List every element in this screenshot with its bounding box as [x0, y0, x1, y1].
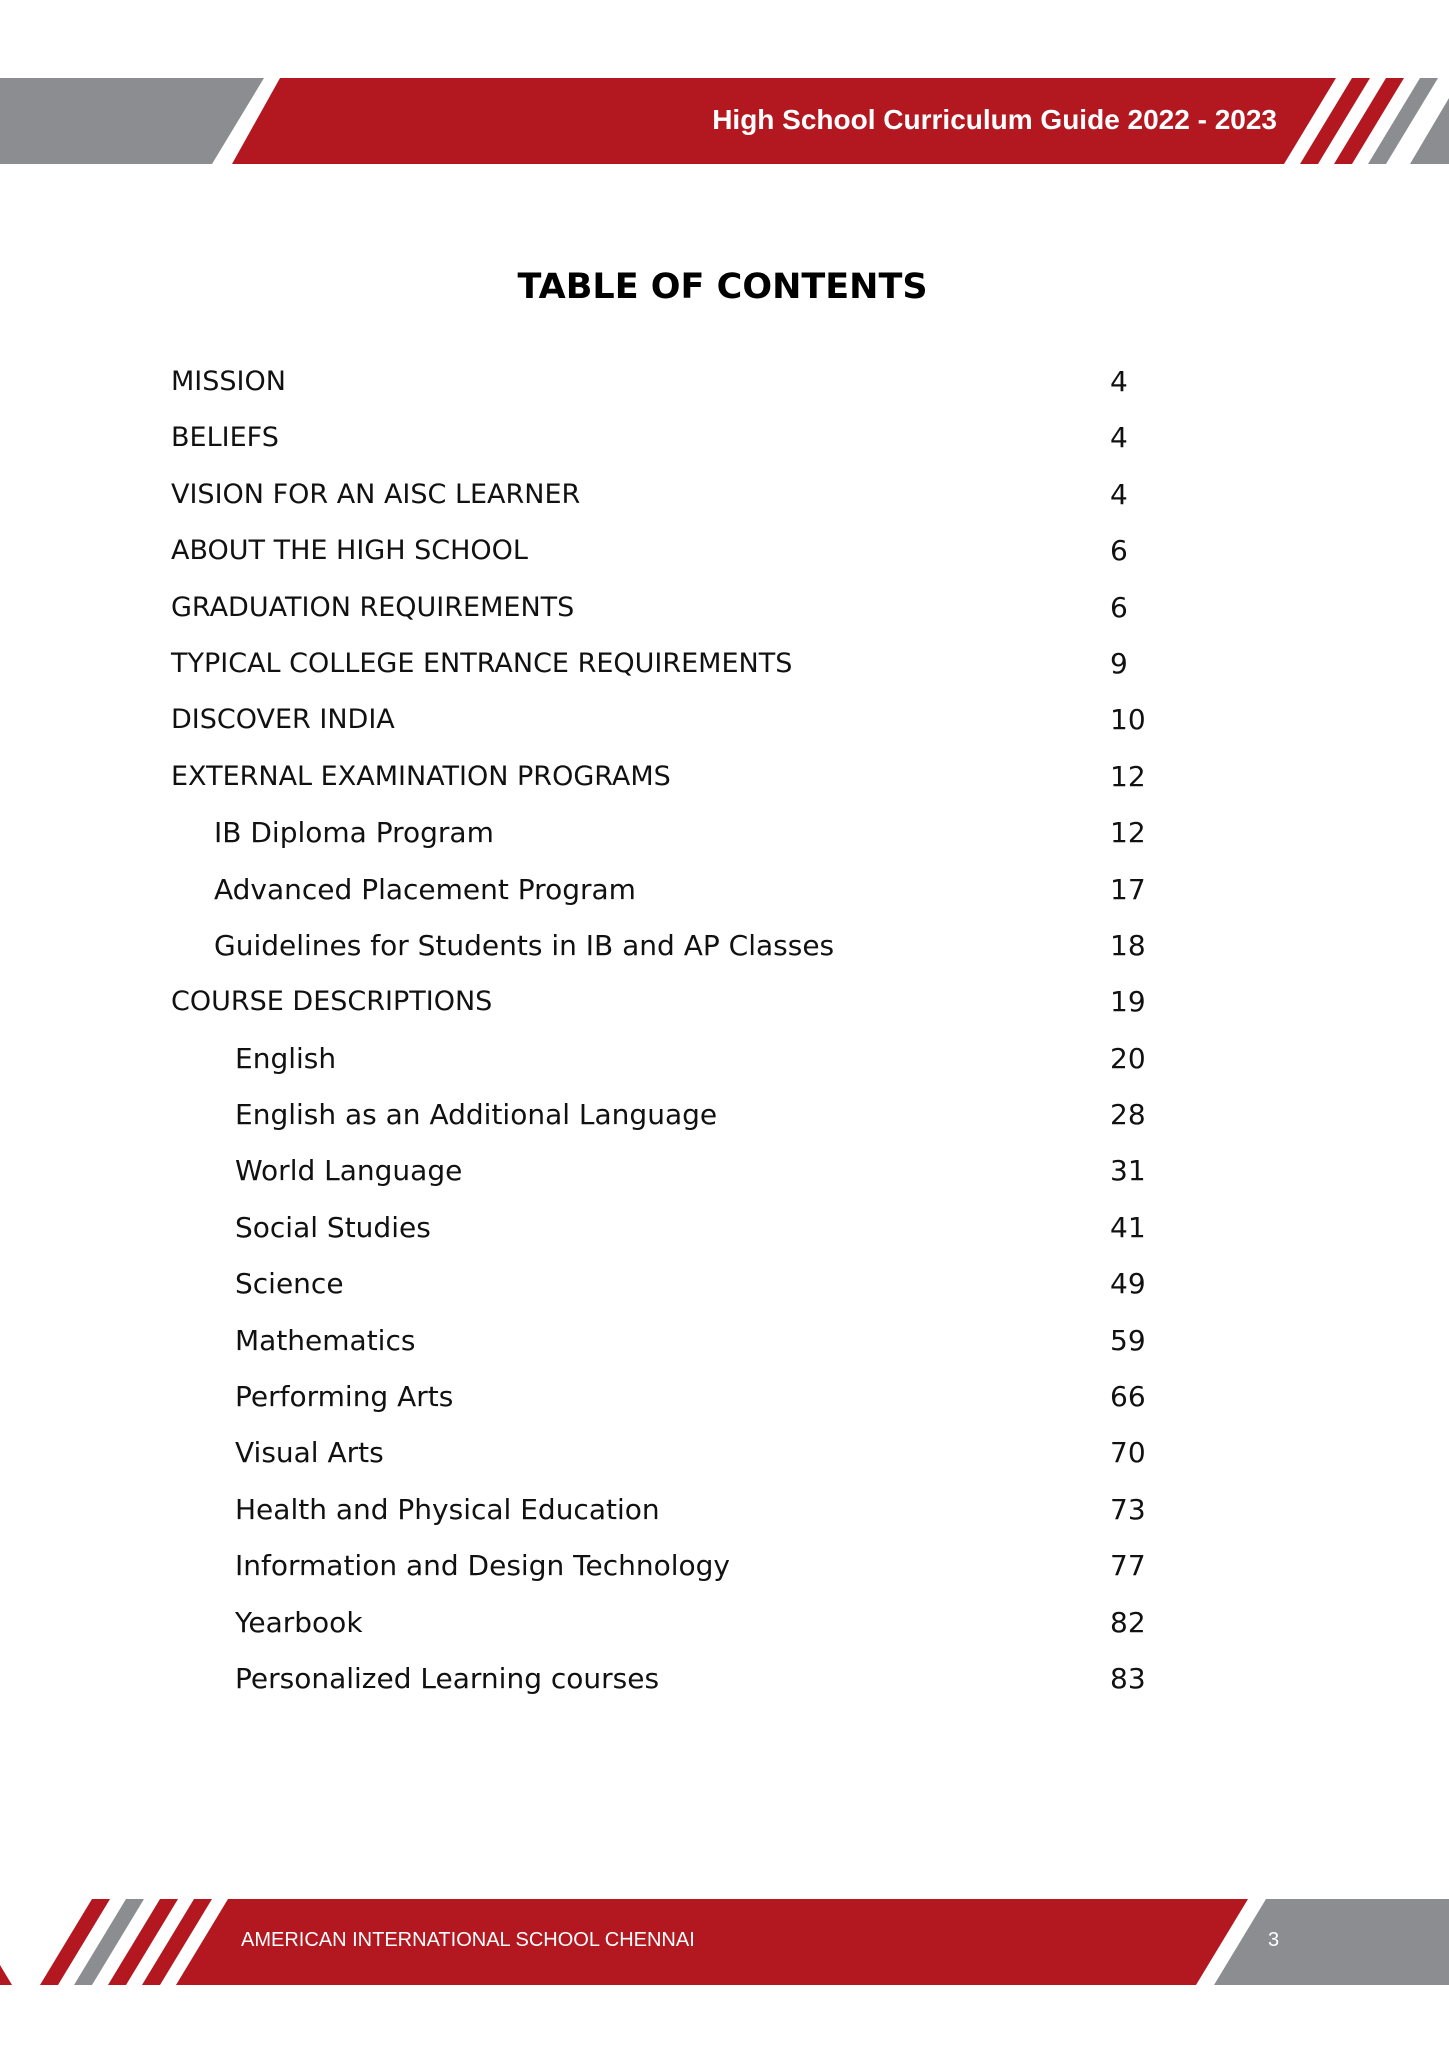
toc-entry-label: EXTERNAL EXAMINATION PROGRAMS [171, 760, 671, 792]
toc-entry-label: World Language [235, 1154, 463, 1188]
toc-entry-mathematics[interactable] [0, 1321, 1449, 1377]
toc-entry-label: Advanced Placement Program [214, 872, 636, 906]
toc-entry-label: VISION FOR AN AISC LEARNER [171, 478, 581, 510]
toc-entry-label: Mathematics [235, 1323, 416, 1357]
toc-entry-label: English [235, 1041, 337, 1075]
toc-entry-performing-arts[interactable] [0, 1377, 1449, 1433]
toc-entry-label: ABOUT THE HIGH SCHOOL [171, 535, 528, 567]
toc-entry-eal[interactable] [0, 1095, 1449, 1151]
toc-entry-college-entrance[interactable] [0, 644, 1449, 700]
footer-banner [0, 1899, 1449, 1985]
toc-entry-label: Personalized Learning courses [235, 1661, 660, 1695]
toc-entry-label: Social Studies [235, 1210, 431, 1244]
toc-entry-page: 28 [1110, 1098, 1146, 1132]
toc-entry-label: COURSE DESCRIPTIONS [171, 986, 493, 1018]
toc-entry-label: BELIEFS [171, 422, 279, 454]
toc-list [0, 362, 1449, 1715]
toc-entry-english[interactable] [0, 1039, 1449, 1095]
toc-entry-page: 4 [1110, 365, 1128, 398]
toc-entry-label: MISSION [171, 366, 286, 397]
toc-entry-about-high-school[interactable] [0, 531, 1449, 587]
toc-entry-label: Science [235, 1267, 344, 1301]
toc-entry-ib-diploma[interactable] [0, 813, 1449, 869]
toc-entry-page: 12 [1110, 816, 1146, 850]
toc-entry-page: 19 [1110, 985, 1146, 1019]
toc-heading [0, 267, 1449, 307]
footer-school-name: AMERICAN INTERNATIONAL SCHOOL CHENNAI [241, 1929, 695, 1951]
toc-entry-visual-arts[interactable] [0, 1433, 1449, 1489]
toc-entry-page: 6 [1110, 534, 1128, 568]
toc-entry-page: 83 [1110, 1661, 1146, 1695]
toc-entry-page: 73 [1110, 1492, 1146, 1526]
toc-entry-label: English as an Additional Language [235, 1098, 718, 1132]
toc-entry-page: 49 [1110, 1267, 1146, 1301]
toc-entry-personalized-learning[interactable] [0, 1659, 1449, 1715]
toc-entry-label: Visual Arts [235, 1436, 384, 1470]
toc-entry-health-pe[interactable] [0, 1490, 1449, 1546]
toc-entry-vision[interactable] [0, 475, 1449, 531]
toc-entry-page: 4 [1110, 477, 1128, 511]
toc-entry-page: 66 [1110, 1380, 1146, 1414]
toc-entry-page: 6 [1110, 590, 1128, 624]
toc-entry-graduation-requirements[interactable] [0, 588, 1449, 644]
toc-entry-science[interactable] [0, 1264, 1449, 1320]
toc-entry-page: 59 [1110, 1323, 1146, 1357]
toc-entry-page: 77 [1110, 1549, 1146, 1583]
toc-entry-external-exams[interactable] [0, 757, 1449, 813]
toc-entry-page: 4 [1110, 421, 1128, 455]
toc-entry-page: 70 [1110, 1436, 1146, 1470]
toc-heading-text: TABLE OF CONTENTS [517, 267, 928, 307]
toc-entry-info-design-tech[interactable] [0, 1546, 1449, 1602]
toc-entry-label: TYPICAL COLLEGE ENTRANCE REQUIREMENTS [171, 647, 793, 679]
document-header-title: High School Curriculum Guide 2022 - 2023 [712, 104, 1277, 135]
footer-page-number: 3 [1268, 1929, 1280, 1951]
toc-entry-discover-india[interactable] [0, 700, 1449, 756]
toc-entry-yearbook[interactable] [0, 1603, 1449, 1659]
toc-entry-label: IB Diploma Program [214, 816, 494, 850]
toc-entry-label: Yearbook [235, 1605, 363, 1639]
toc-entry-label: GRADUATION REQUIREMENTS [171, 591, 575, 623]
toc-entry-page: 9 [1110, 646, 1128, 680]
toc-entry-page: 41 [1110, 1210, 1146, 1244]
toc-entry-page: 17 [1110, 872, 1146, 906]
toc-entry-course-descriptions[interactable] [0, 982, 1449, 1038]
toc-entry-page: 82 [1110, 1605, 1146, 1639]
toc-entry-world-language[interactable] [0, 1151, 1449, 1207]
toc-entry-label: Health and Physical Education [235, 1492, 660, 1526]
toc-entry-page: 18 [1110, 928, 1146, 962]
toc-entry-ib-ap-guidelines[interactable] [0, 926, 1449, 982]
toc-entry-page: 31 [1110, 1154, 1146, 1188]
toc-entry-page: 12 [1110, 759, 1146, 793]
toc-entry-beliefs[interactable] [0, 418, 1449, 474]
toc-entry-mission[interactable] [0, 362, 1449, 418]
toc-entry-label: DISCOVER INDIA [171, 704, 395, 736]
toc-entry-social-studies[interactable] [0, 1208, 1449, 1264]
toc-entry-page: 20 [1110, 1041, 1146, 1075]
toc-entry-label: Performing Arts [235, 1380, 454, 1414]
toc-entry-label: Information and Design Technology [235, 1549, 730, 1583]
toc-entry-page: 10 [1110, 703, 1146, 737]
toc-entry-advanced-placement[interactable] [0, 870, 1449, 926]
toc-entry-label: Guidelines for Students in IB and AP Classes [214, 928, 835, 962]
